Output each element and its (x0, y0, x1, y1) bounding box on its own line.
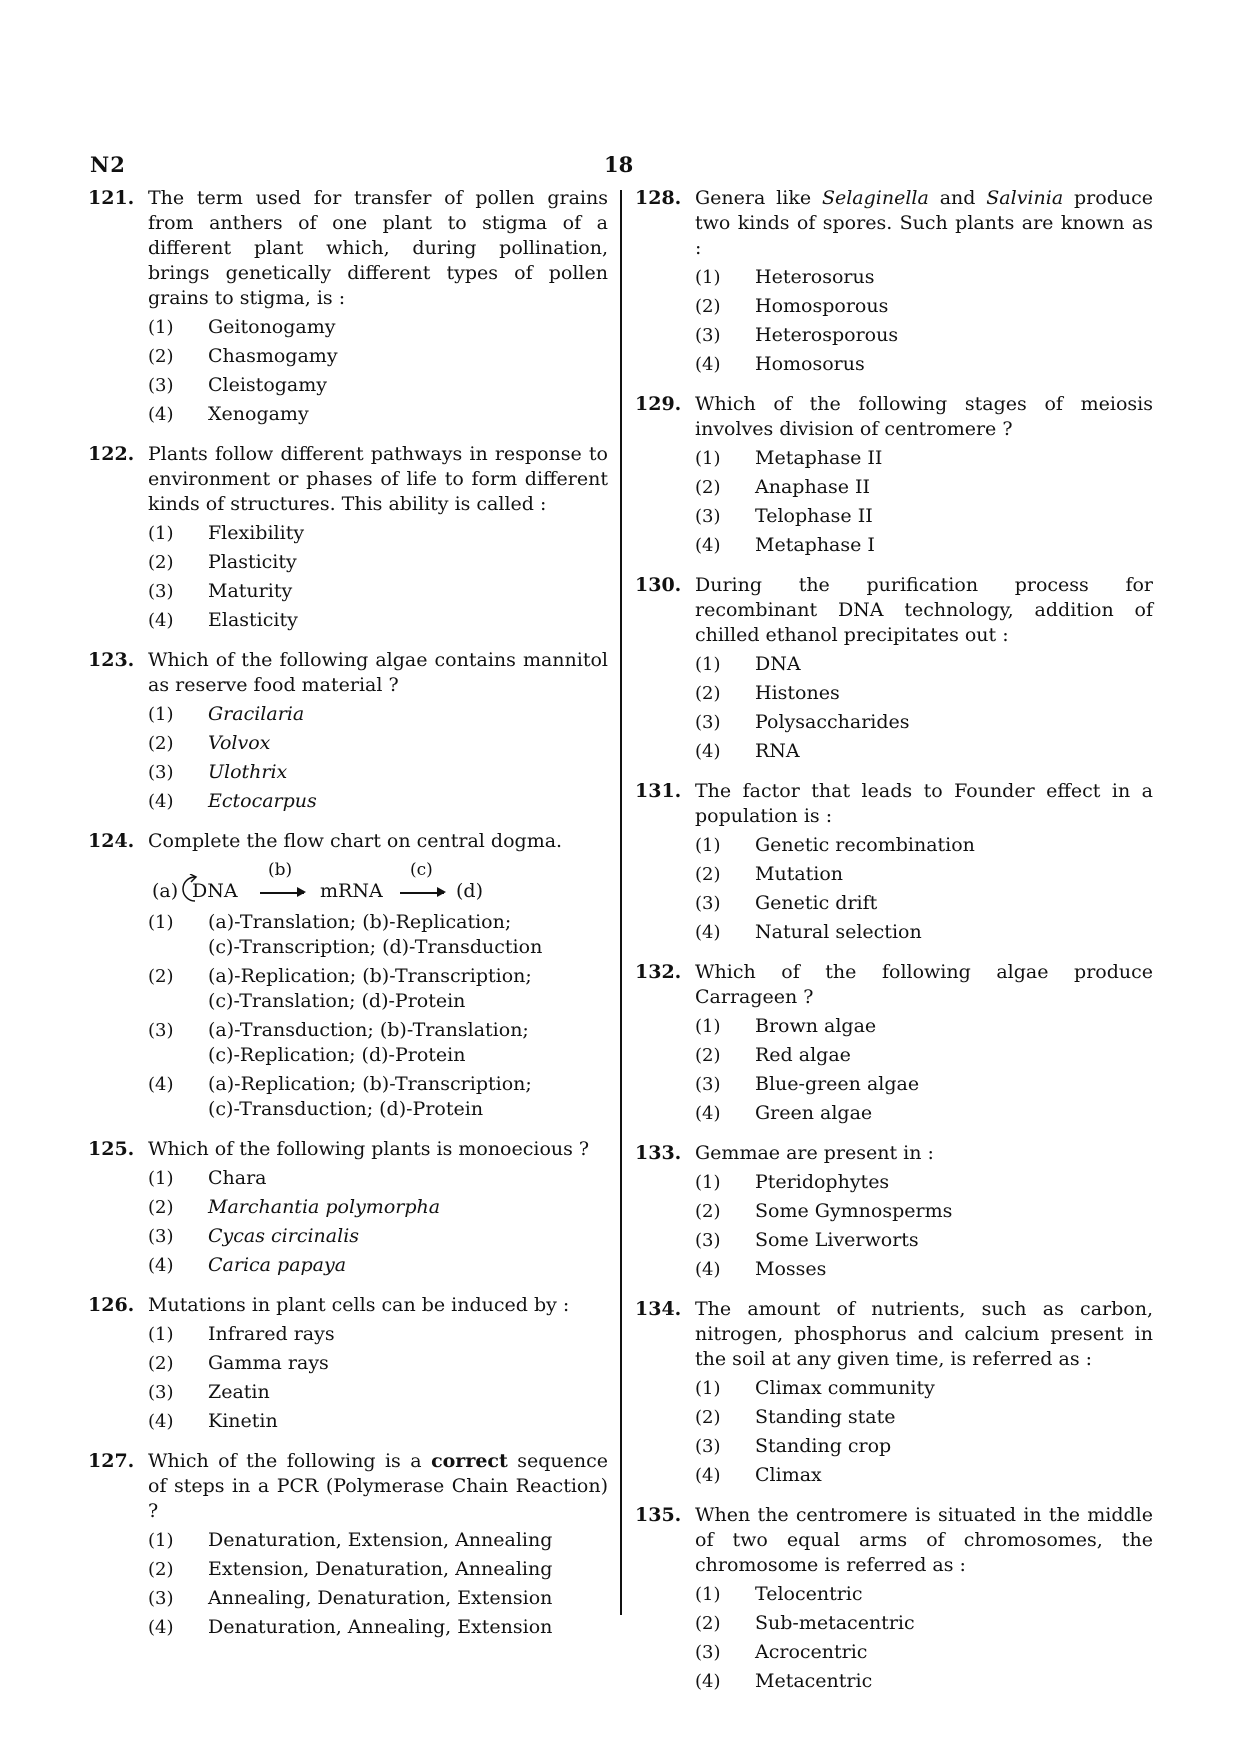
paper-code: N2 (90, 152, 126, 177)
option-3: (3) Telophase II (695, 505, 873, 527)
option-2: (2) Plasticity (148, 551, 297, 573)
question-126 (88, 1293, 608, 1434)
option-2: (2) Anaphase II (695, 476, 871, 498)
option-2: (2) Marchantia polymorpha (148, 1196, 441, 1218)
question-127 (88, 1449, 608, 1640)
option-4: (4) Green algae (695, 1102, 873, 1124)
option-3: (3) Polysaccharides (695, 711, 910, 733)
option-3: (3) Cycas circinalis (148, 1225, 360, 1247)
question-text: Mutations in plant cells can be induced by : (148, 1294, 570, 1316)
option-2: (2) Homosporous (695, 295, 889, 317)
question-134 (635, 1297, 1153, 1488)
question-131 (635, 779, 1153, 945)
question-text: Which of the following algae contains mannitol as reserve food material ? (148, 649, 608, 696)
option-2: (2) Some Gymnosperms (695, 1200, 953, 1222)
question-number: 134. (635, 1298, 682, 1320)
option-3: (3) Blue-green algae (695, 1073, 920, 1095)
option-4: (4) Climax (695, 1464, 822, 1486)
option-4: (4) Elasticity (148, 609, 298, 631)
option-2: (2) Chasmogamy (148, 345, 338, 367)
option-1: (1) Gracilaria (148, 703, 305, 725)
option-1: (1) Pteridophytes (695, 1171, 890, 1193)
question-number: 135. (635, 1504, 682, 1526)
option-2: (2) Mutation (695, 863, 844, 885)
flow-mrna: mRNA (320, 880, 383, 902)
question-121 (88, 186, 608, 427)
option-1: (1) Denaturation, Extension, Annealing (148, 1529, 553, 1551)
question-number: 128. (635, 187, 682, 209)
flow-label-a: (a) (152, 880, 179, 902)
option-1: (1) Geitonogamy (148, 316, 336, 338)
question-124 (88, 829, 608, 1122)
question-text: The term used for transfer of pollen grains from anthers of one plant to stigma of a different plant which, during pollination, brings genetically different types of pollen grains to stigma, is : (148, 187, 608, 309)
option-4: (4) Kinetin (148, 1410, 278, 1432)
question-text: Which of the following algae produce Carrageen ? (695, 961, 1153, 1008)
question-number: 129. (635, 393, 682, 415)
option-4: (4) Carica papaya (148, 1254, 347, 1276)
flow-arrow-icon (260, 892, 304, 894)
option-1: (1) Brown algae (695, 1015, 877, 1037)
option-4: (4) Homosorus (695, 353, 865, 375)
option-1: (1) Infrared rays (148, 1323, 335, 1345)
question-number: 126. (88, 1294, 135, 1316)
option-2: (2) Extension, Denaturation, Annealing (148, 1558, 553, 1580)
question-128 (635, 186, 1153, 377)
question-text: Complete the flow chart on central dogma. (148, 830, 563, 852)
question-number: 124. (88, 830, 135, 852)
option-4: (4) Natural selection (695, 921, 922, 943)
option-1: (1) (a)-Translation; (b)-Replication; (c)-Transcription; (d)-Transduction (148, 911, 543, 958)
option-3: (3) Ulothrix (148, 761, 288, 783)
page-number: 18 (604, 152, 634, 177)
option-1: (1) Chara (148, 1167, 267, 1189)
option-1: (1) Telocentric (695, 1583, 863, 1605)
question-number: 125. (88, 1138, 135, 1160)
central-dogma-flow-chart (148, 862, 608, 906)
option-3: (3) Maturity (148, 580, 293, 602)
option-4: (4) (a)-Replication; (b)-Transcription; (c)-Transduction; (d)-Protein (148, 1073, 532, 1120)
option-4: (4) Xenogamy (148, 403, 309, 425)
option-3: (3) Annealing, Denaturation, Extension (148, 1587, 553, 1609)
question-text: The factor that leads to Founder effect in a population is : (695, 780, 1153, 827)
option-2: (2) Volvox (148, 732, 271, 754)
question-text: The amount of nutrients, such as carbon, nitrogen, phosphorus and calcium present in the soil at any given time, is referred as : (695, 1298, 1153, 1370)
question-132 (635, 960, 1153, 1126)
question-130 (635, 573, 1153, 764)
flow-label-b: (b) (268, 860, 293, 880)
option-1: (1) Flexibility (148, 522, 305, 544)
option-2: (2) Red algae (695, 1044, 851, 1066)
option-3: (3) Cleistogamy (148, 374, 328, 396)
flow-arrow-icon (400, 892, 444, 894)
option-3: (3) Genetic drift (695, 892, 878, 914)
option-1: (1) Metaphase II (695, 447, 883, 469)
question-number: 131. (635, 780, 682, 802)
option-2: (2) Histones (695, 682, 840, 704)
option-2: (2) Sub-metacentric (695, 1612, 915, 1634)
question-123 (88, 648, 608, 814)
question-133 (635, 1141, 1153, 1282)
option-4: (4) Denaturation, Annealing, Extension (148, 1616, 553, 1638)
flow-dna: DNA (192, 880, 238, 902)
option-2: (2) Gamma rays (148, 1352, 329, 1374)
flow-label-d: (d) (456, 880, 483, 902)
question-text: During the purification process for recombinant DNA technology, addition of chilled ethanol precipitates out : (695, 574, 1153, 646)
option-4: (4) Mosses (695, 1258, 827, 1280)
flow-label-c: (c) (410, 860, 433, 880)
option-3: (3) Zeatin (148, 1381, 270, 1403)
option-2: (2) Standing state (695, 1406, 896, 1428)
question-text: When the centromere is situated in the middle of two equal arms of chromosomes, the chromosome is referred as : (695, 1504, 1153, 1576)
question-text: Plants follow different pathways in response to environment or phases of life to form different kinds of structures. This ability is called : (148, 443, 608, 515)
option-3: (3) Acrocentric (695, 1641, 868, 1663)
question-125 (88, 1137, 608, 1278)
option-1: (1) Climax community (695, 1377, 935, 1399)
option-4: (4) Ectocarpus (148, 790, 317, 812)
question-text: Genera like Selaginella and Salvinia produce two kinds of spores. Such plants are known as : (695, 187, 1153, 259)
question-number: 132. (635, 961, 682, 983)
option-2: (2) (a)-Replication; (b)-Transcription; (c)-Translation; (d)-Protein (148, 965, 532, 1012)
question-number: 123. (88, 649, 135, 671)
question-number: 122. (88, 443, 135, 465)
question-text: Which of the following stages of meiosis involves division of centromere ? (695, 393, 1153, 440)
question-135 (635, 1503, 1153, 1694)
option-1: (1) DNA (695, 653, 801, 675)
column-divider (620, 190, 622, 1615)
question-text: Which of the following plants is monoecious ? (148, 1138, 590, 1160)
question-number: 133. (635, 1142, 682, 1164)
question-122 (88, 442, 608, 633)
question-129 (635, 392, 1153, 558)
left-column (88, 186, 608, 1655)
question-number: 127. (88, 1450, 135, 1472)
question-number: 121. (88, 187, 135, 209)
option-3: (3) Heterosporous (695, 324, 899, 346)
option-4: (4) Metacentric (695, 1670, 873, 1692)
option-3: (3) Standing crop (695, 1435, 892, 1457)
option-4: (4) Metaphase I (695, 534, 875, 556)
option-3: (3) Some Liverworts (695, 1229, 919, 1251)
option-3: (3) (a)-Transduction; (b)-Translation; (c)-Replication; (d)-Protein (148, 1019, 529, 1066)
right-column (635, 186, 1153, 1709)
option-1: (1) Genetic recombination (695, 834, 975, 856)
option-4: (4) RNA (695, 740, 800, 762)
option-1: (1) Heterosorus (695, 266, 875, 288)
question-number: 130. (635, 574, 682, 596)
question-text: Gemmae are present in : (695, 1142, 934, 1164)
question-text: Which of the following is a correct sequence of steps in a PCR (Polymerase Chain Reaction) ? (148, 1450, 608, 1522)
